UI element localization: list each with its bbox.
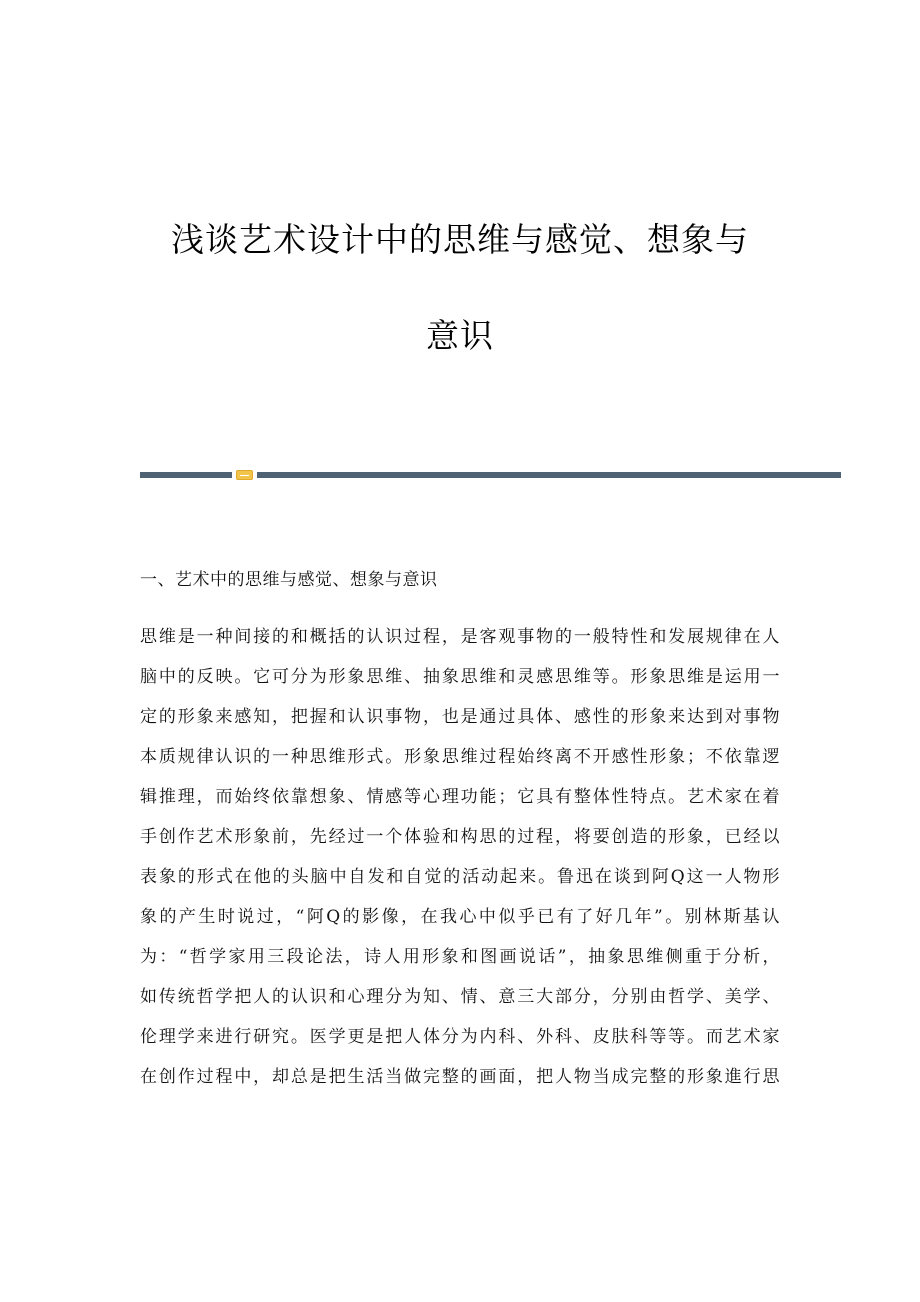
- body-line: 为：“哲学家用三段论法，诗人用形象和图画说话”，抽象思维侧重于分析，: [140, 947, 780, 967]
- body-line: 定的形象来感知，把握和认识事物，也是通过具体、感性的形象来达到对事物: [140, 707, 780, 727]
- body-paragraph: [140, 617, 780, 1097]
- body-line: 思维是一种间接的和概括的认识过程，是客观事物的一般特性和发展规律在人: [140, 627, 780, 647]
- divider-bar-right: [257, 472, 841, 478]
- body-line: 在创作过程中，却总是把生活当做完整的画面，把人物当成完整的形象進行思: [140, 1067, 780, 1087]
- body-line: 伦理学来进行研究。医学更是把人体分为内科、外科、皮肤科等等。而艺术家: [140, 1027, 780, 1047]
- body-line: 手创作艺术形象前，先经过一个体验和构思的过程，将要创造的形象，已经以: [140, 827, 780, 847]
- body-line: 本质规律认识的一种思维形式。形象思维过程始终离不开感性形象；不依靠逻: [140, 747, 780, 767]
- section-heading: 一、艺术中的思维与感觉、想象与意识: [140, 570, 438, 590]
- body-line: 辑推理，而始终依靠想象、情感等心理功能；它具有整体性特点。艺术家在着: [140, 787, 780, 807]
- body-line: 如传统哲学把人的认识和心理分为知、情、意三大部分，分别由哲学、美学、: [140, 987, 780, 1007]
- body-line: 象的产生时说过，“阿Q的影像，在我心中似乎已有了好几年”。别林斯基认: [140, 907, 780, 927]
- document-title-line-1: 浅谈艺术设计中的思维与感觉、想象与: [171, 220, 749, 259]
- body-line: 脑中的反映。它可分为形象思维、抽象思维和灵感思维等。形象思维是运用一: [140, 667, 780, 687]
- document-title-line-2: 意识: [426, 316, 494, 355]
- body-line: 表象的形式在他的头脑中自发和自觉的活动起来。鲁迅在谈到阿Q这一人物形: [140, 867, 780, 887]
- divider-bar-left: [140, 472, 232, 478]
- divider-ornament-icon: [236, 470, 253, 480]
- title-divider: [140, 470, 841, 480]
